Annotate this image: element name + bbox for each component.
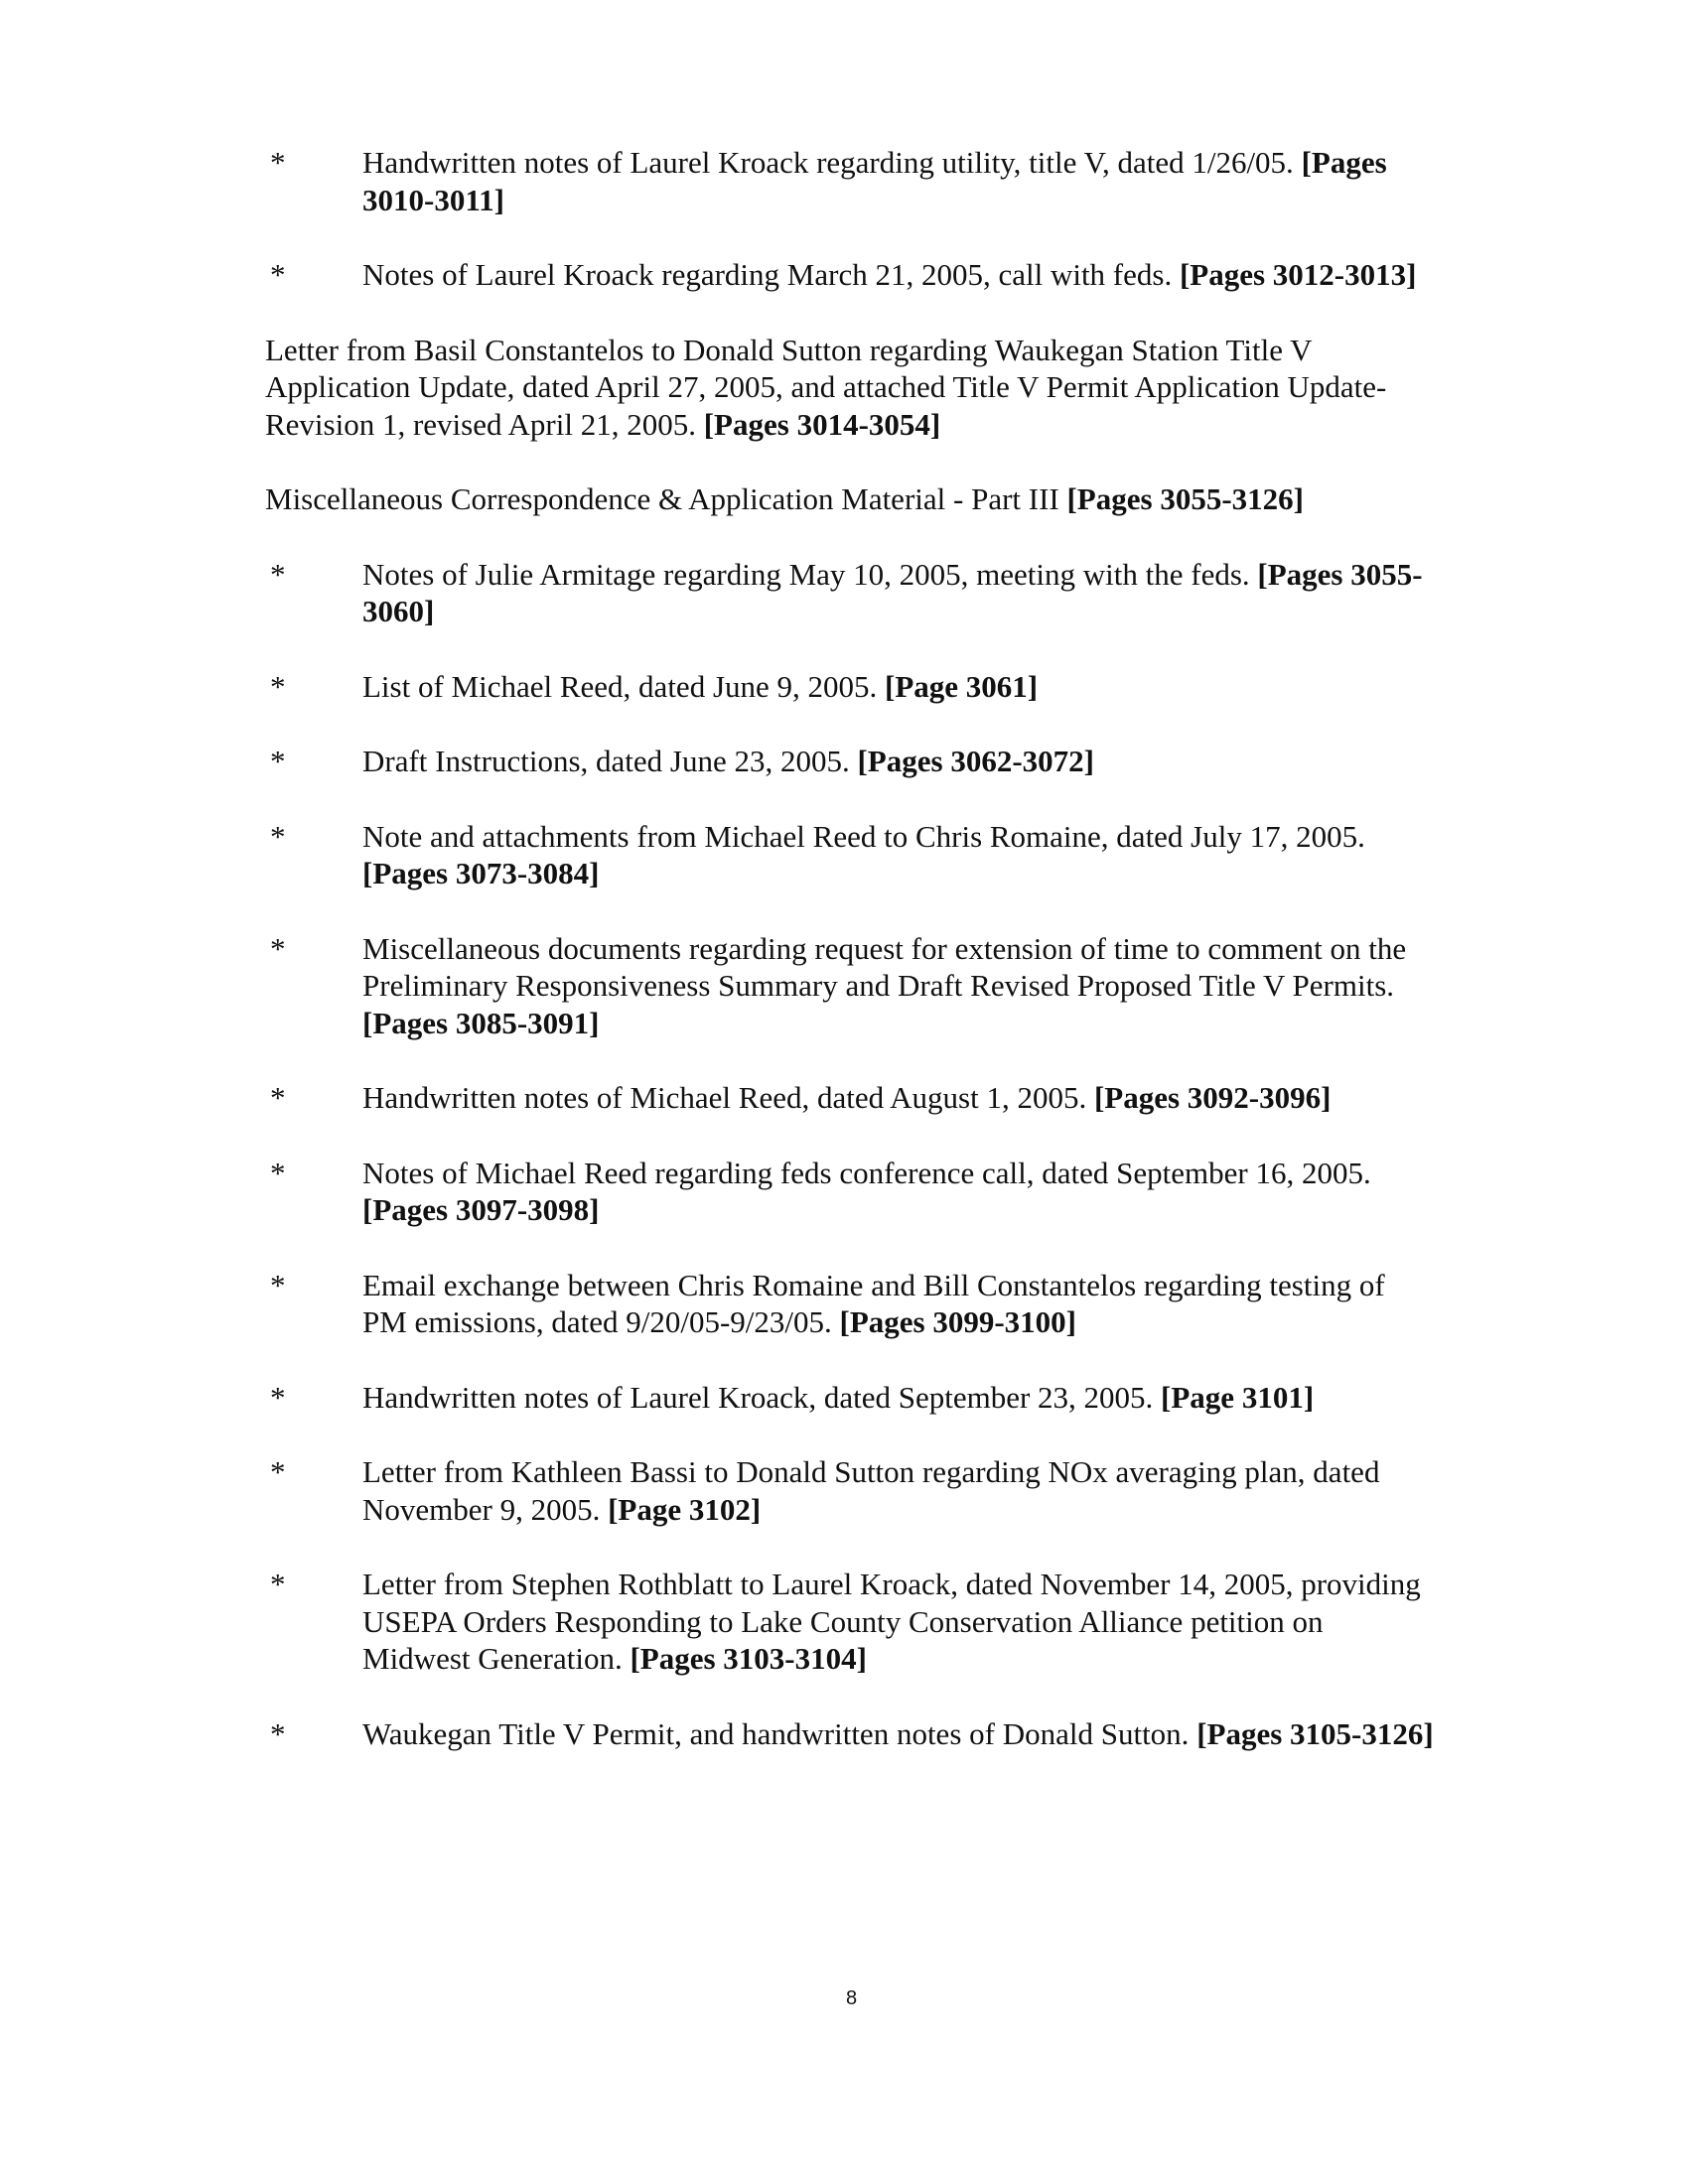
bullet-asterisk: * <box>270 1454 286 1489</box>
page-range: [Page 3101] <box>1161 1379 1315 1415</box>
bullet-list-item <box>265 930 1435 1042</box>
page-range: [Pages 3014-3054] <box>703 406 941 442</box>
bullet-list-item <box>265 256 1435 294</box>
page-range: [Pages 3055-3060] <box>362 556 1423 628</box>
entry-text: Note and attachments from Michael Reed to Chris Romaine, dated July 17, 2005. <box>362 818 1365 854</box>
entry-text: Miscellaneous Correspondence & Application Material - Part III <box>265 481 1059 516</box>
page-range: [Pages 3092-3096] <box>1093 1080 1332 1115</box>
bullet-asterisk: * <box>270 257 286 292</box>
page-range: [Pages 3062-3072] <box>857 744 1094 778</box>
bullet-asterisk: * <box>270 1715 286 1751</box>
bullet-asterisk: * <box>270 1567 286 1601</box>
entry-text: Email exchange between Chris Romaine and Bill Constantelos regarding testing of PM emissions, dated 9/20/05-9/23/05. <box>362 1267 1385 1339</box>
bullet-list-item <box>265 1453 1435 1528</box>
entry-text: Letter from Basil Constantelos to Donald Sutton regarding Waukegan Station Title V Application Update, dated April 27, 2005, and attached Title V Permit Application Update-Revision 1, revised April 21, 2005. <box>265 332 1387 442</box>
index-paragraph <box>265 480 1407 518</box>
page-range: [Pages 3055-3126] <box>1066 481 1304 516</box>
bullet-list-item <box>265 1267 1435 1341</box>
bullet-asterisk: * <box>270 145 286 180</box>
entry-text: List of Michael Reed, dated June 9, 2005. <box>362 668 878 704</box>
bullet-list-item <box>265 1379 1435 1417</box>
page-number: 8 <box>846 1987 858 2009</box>
index-paragraph <box>265 332 1407 444</box>
entry-text: Draft Instructions, dated June 23, 2005. <box>362 744 850 778</box>
entry-text: Handwritten notes of Laurel Kroack, dated September 23, 2005. <box>362 1379 1154 1415</box>
bullet-asterisk: * <box>270 1379 286 1415</box>
bullet-asterisk: * <box>270 1155 286 1190</box>
bullet-list-item <box>265 668 1435 706</box>
entry-text: Waukegan Title V Permit, and handwritten notes of Donald Sutton. <box>362 1715 1190 1751</box>
entry-text: Notes of Michael Reed regarding feds conference call, dated September 16, 2005. <box>362 1155 1371 1190</box>
entry-text: Letter from Kathleen Bassi to Donald Sutton regarding NOx averaging plan, dated November 9, 2005. <box>362 1454 1380 1527</box>
entry-text: Notes of Julie Armitage regarding May 10, 2005, meeting with the feds. <box>362 556 1250 592</box>
bullet-asterisk: * <box>270 1080 286 1115</box>
entry-text: Handwritten notes of Laurel Kroack regarding utility, title V, dated 1/26/05. <box>362 145 1294 180</box>
bullet-asterisk: * <box>270 930 286 966</box>
bullet-asterisk: * <box>270 668 286 704</box>
bullet-list-item <box>265 144 1435 218</box>
entry-text: Handwritten notes of Michael Reed, dated August 1, 2005. <box>362 1080 1087 1115</box>
entry-text: Miscellaneous documents regarding request for extension of time to comment on the Preliminary Responsiveness Summary and Draft Revised Proposed Title V Permits. <box>362 930 1407 1003</box>
bullet-list-item <box>265 818 1435 892</box>
bullet-list-item <box>265 1715 1435 1753</box>
entry-text: Notes of Laurel Kroack regarding March 21, 2005, call with feds. <box>362 257 1173 292</box>
entry-text: Letter from Stephen Rothblatt to Laurel Kroack, dated November 14, 2005, providing USEPA Orders Responding to Lake County Conservation Alliance petition on Midwest Generation. <box>362 1567 1421 1676</box>
page-range: [Page 3102] <box>608 1491 762 1527</box>
page-range: [Pages 3103-3104] <box>630 1641 867 1676</box>
bullet-asterisk: * <box>270 1267 286 1302</box>
bullet-asterisk: * <box>270 818 286 854</box>
document-body <box>265 144 1437 1790</box>
bullet-asterisk: * <box>270 556 286 592</box>
page-range: [Page 3061] <box>885 668 1039 704</box>
bullet-list-item <box>265 1155 1435 1229</box>
bullet-list-item <box>265 556 1435 630</box>
bullet-asterisk: * <box>270 744 286 778</box>
bullet-list-item <box>265 743 1435 780</box>
bullet-list-item <box>265 1566 1435 1678</box>
page-range: [Pages 3099-3100] <box>839 1304 1076 1339</box>
page-range: [Pages 3097-3098] <box>362 1192 600 1227</box>
page-range: [Pages 3010-3011] <box>362 145 1387 217</box>
page-range: [Pages 3012-3013] <box>1179 257 1417 292</box>
bullet-list-item <box>265 1079 1435 1117</box>
page-range: [Pages 3105-3126] <box>1196 1715 1434 1751</box>
page-range: [Pages 3085-3091] <box>362 1005 600 1040</box>
page-range: [Pages 3073-3084] <box>362 856 600 890</box>
